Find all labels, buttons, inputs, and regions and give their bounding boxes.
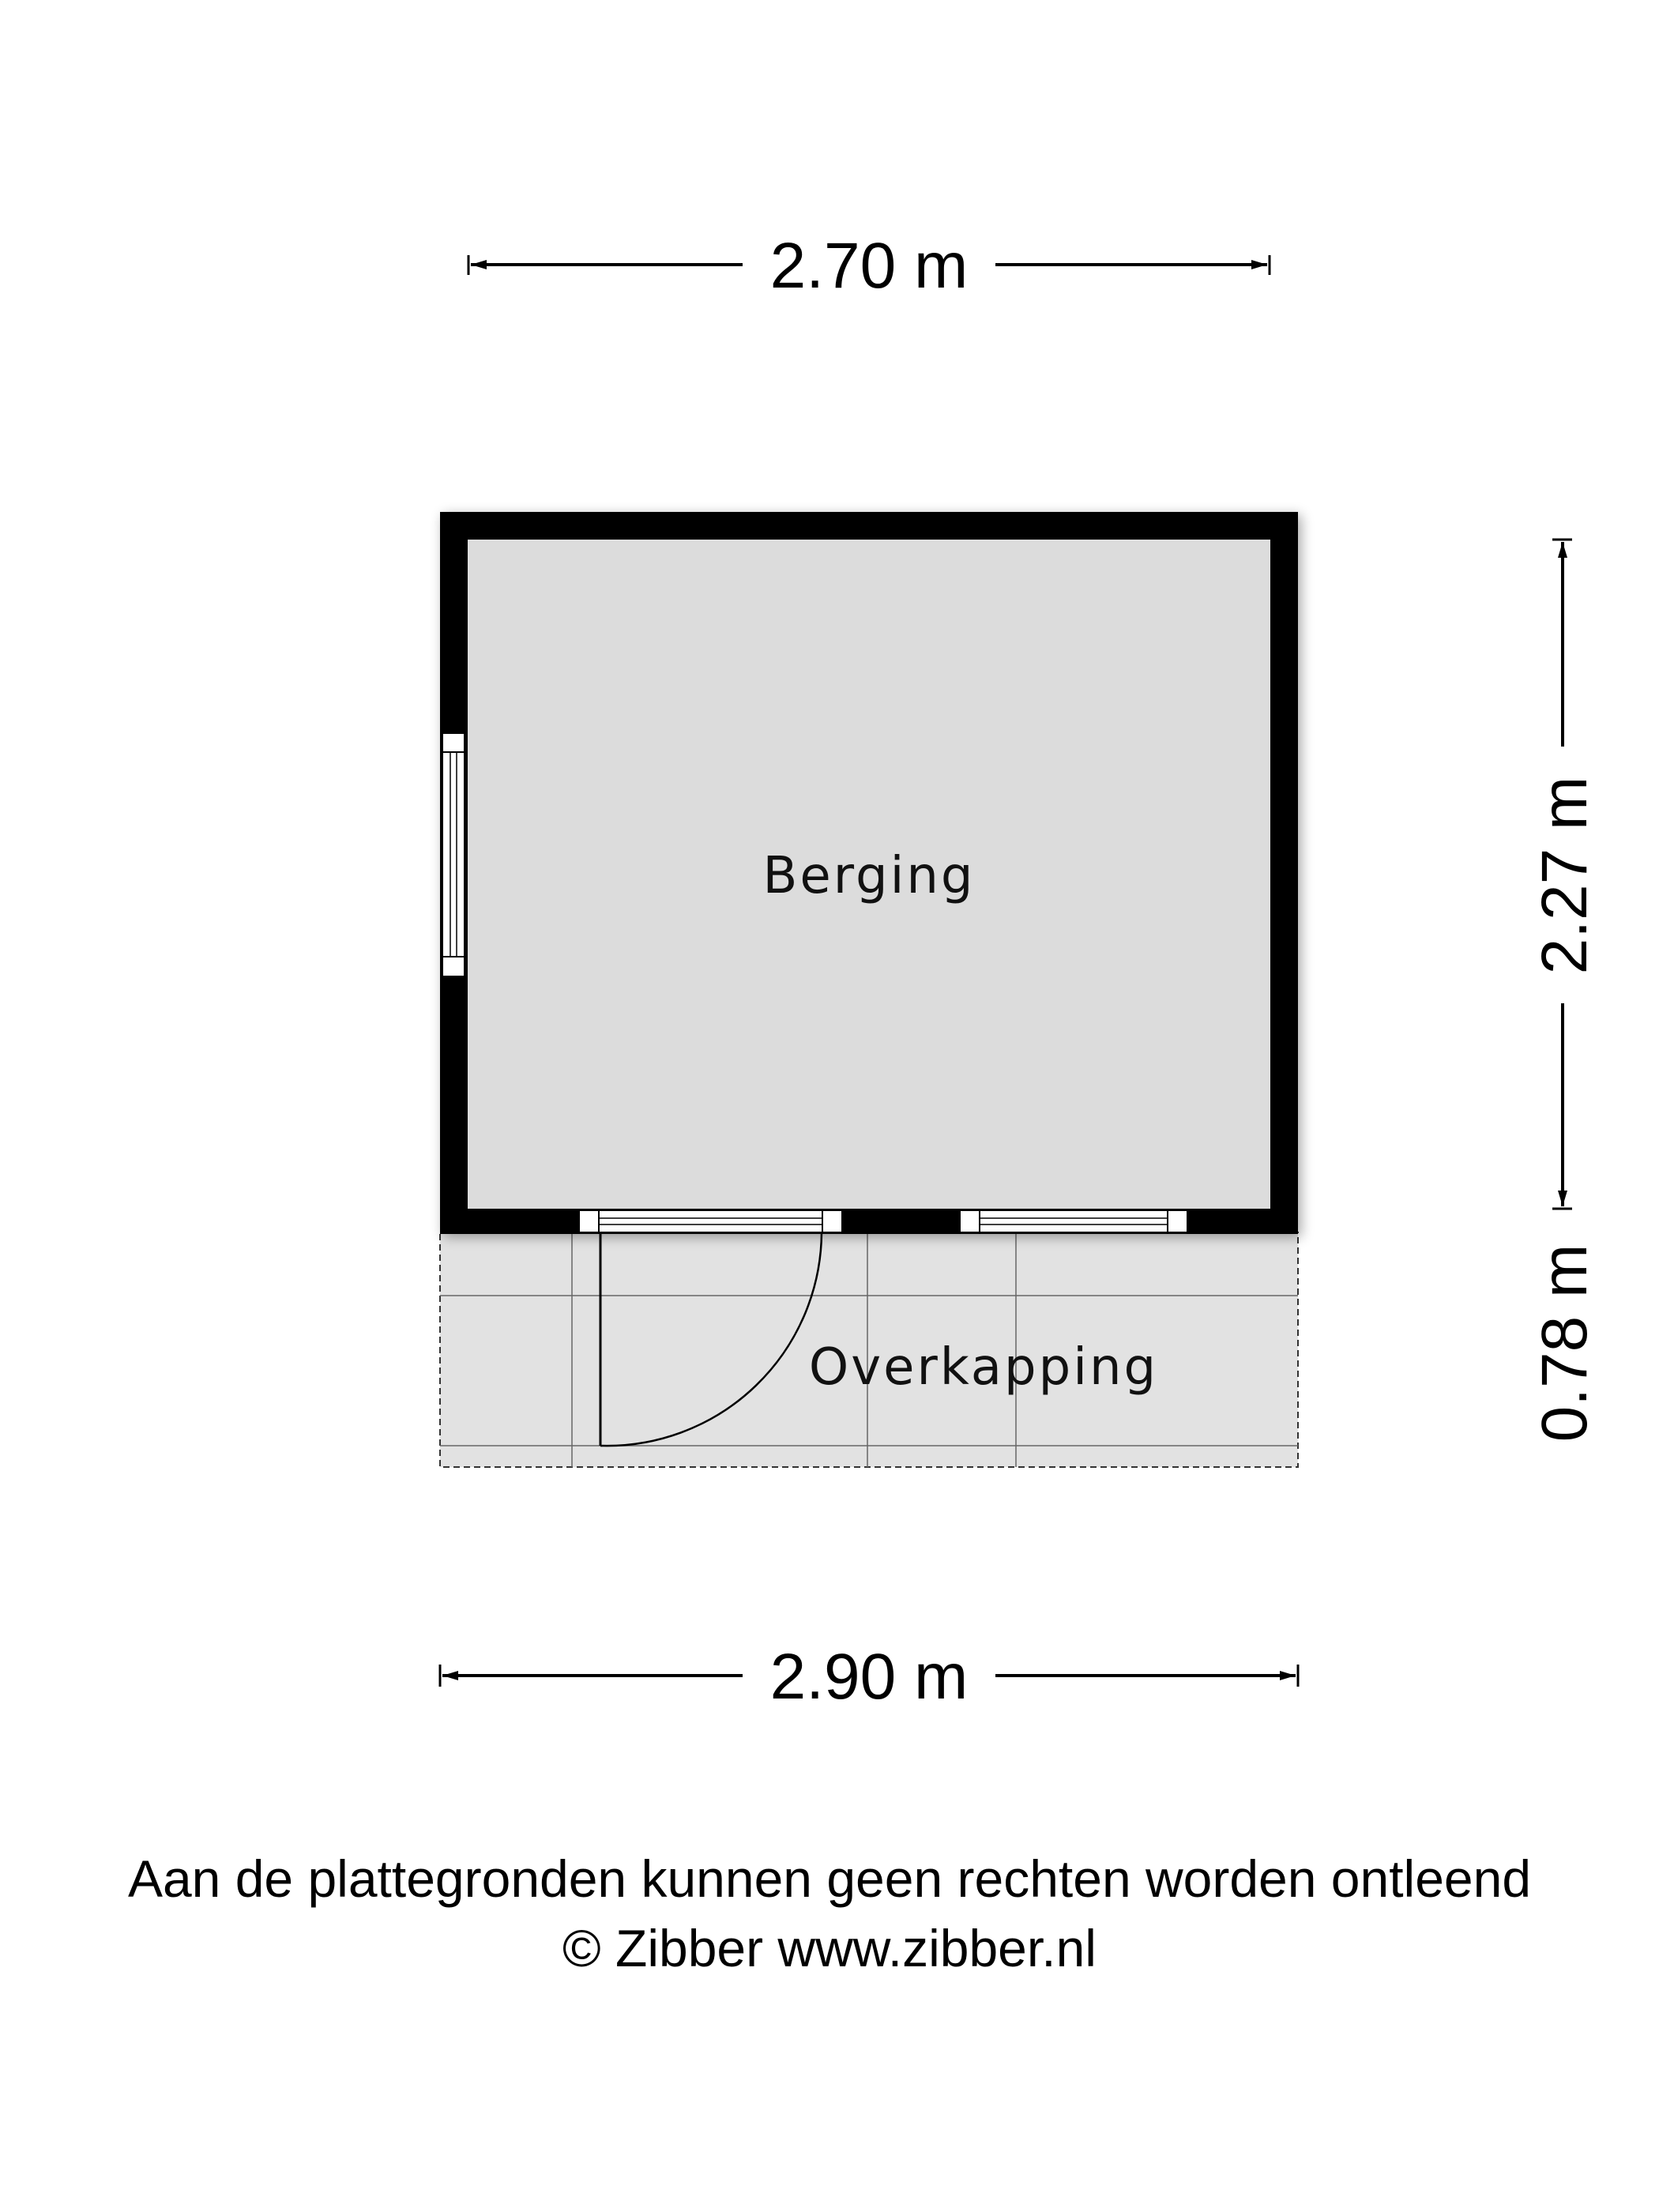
canopy-depth-label: 0.78 m xyxy=(1529,1243,1601,1443)
disclaimer-text: Aan de plattegronden kunnen geen rechten worden ontleend xyxy=(127,1849,1532,1908)
canopy-area xyxy=(440,1232,1298,1467)
storage-depth-label: 2.27 m xyxy=(1529,776,1601,975)
bottom-width-dimension xyxy=(440,1641,1298,1713)
credit-text: © Zibber www.zibber.nl xyxy=(562,1919,1097,1977)
canopy-label: Overkapping xyxy=(808,1338,1159,1397)
left-window xyxy=(442,733,465,976)
bottom-width-label: 2.90 m xyxy=(769,1641,969,1713)
canopy-depth-dimension xyxy=(1529,1244,1601,1443)
bottom-window xyxy=(960,1210,1187,1232)
top-width-label: 2.70 m xyxy=(769,230,969,302)
storage-depth-dimension xyxy=(1529,540,1601,1209)
storage-label: Berging xyxy=(762,847,976,905)
top-width-dimension xyxy=(468,230,1270,302)
